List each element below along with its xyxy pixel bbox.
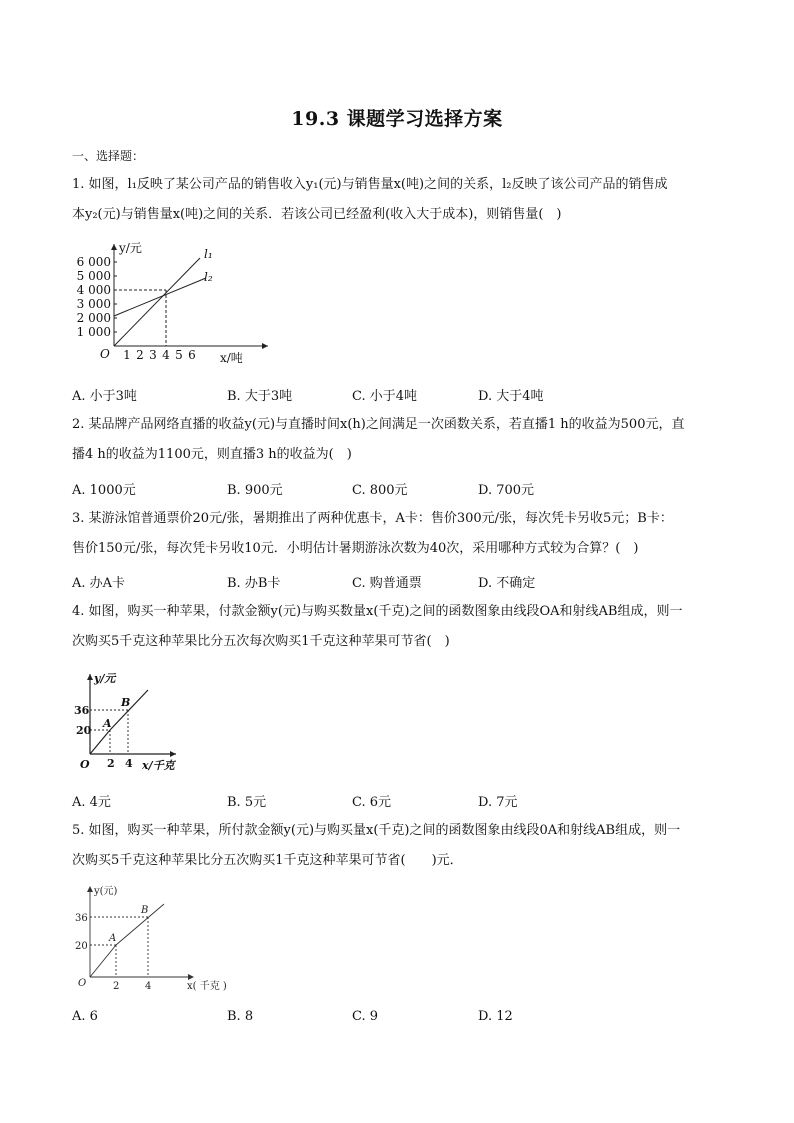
option-d[interactable]: D. 大于4吨 [478, 389, 544, 404]
question-3-options [72, 572, 732, 591]
question-5-graph [70, 882, 240, 997]
y-tick-label: 1 000 [76, 325, 111, 339]
question-3-text-line-2: 售价150元/张，每次凭卡另收10元．小明估计暑期游泳次数为40次，采用哪种方式较为合算？( ) [72, 541, 639, 556]
line-l1-label: l₁ [204, 247, 213, 261]
question-3-text-line-1: 3. 某游泳馆普通票价20元/张，暑期推出了两种优惠卡，A卡：售价300元/张，每次凭卡另收5元；B卡： [72, 511, 673, 526]
point-a-label: A [103, 717, 112, 730]
question-1-text-line-1: 1. 如图，l₁反映了某公司产品的销售收入y₁(元)与销售量x(吨)之间的关系，l₂反映了该公司产品的销售成 [72, 177, 668, 192]
x-tick-label: 4 [145, 981, 152, 992]
line-l1 [114, 258, 200, 346]
segment-oa [90, 945, 116, 977]
x-tick-label: 6 [188, 348, 196, 362]
y-axis-label: y/元 [119, 241, 142, 255]
question-2-text-line-2: 播4 h的收益为1100元，则直播3 h的收益为( ) [72, 447, 352, 462]
point-b-label: B [141, 905, 149, 916]
option-a[interactable]: A. 1000元 [72, 483, 136, 498]
option-d[interactable]: D. 12 [478, 1009, 513, 1024]
x-tick-label: 2 [113, 981, 120, 992]
x-tick-label: 5 [175, 348, 183, 362]
option-a[interactable]: A. 小于3吨 [72, 389, 137, 404]
y-tick-label: 5 000 [76, 269, 111, 283]
y-tick-label: 3 000 [76, 297, 111, 311]
y-tick-label: 36 [75, 913, 88, 924]
segment-oa [90, 730, 110, 754]
option-d[interactable]: D. 700元 [478, 483, 535, 498]
y-tick-label: 6 000 [76, 255, 111, 269]
option-a[interactable]: A. 4元 [72, 795, 111, 810]
x-axis-label: x/千克 [142, 759, 175, 772]
page-title: 19.3 课题学习选择方案 [291, 108, 503, 130]
question-5-text-line-2: 次购买5千克这种苹果比分五次购买1千克这种苹果可节省( )元． [72, 853, 463, 868]
y-tick-label: 36 [74, 704, 90, 717]
option-b[interactable]: B. 5元 [227, 795, 267, 810]
line-l2-label: l₂ [204, 270, 213, 284]
option-a[interactable]: A. 6 [72, 1009, 98, 1024]
question-1-graph [70, 238, 280, 370]
option-b[interactable]: B. 大于3吨 [227, 389, 293, 404]
option-c[interactable]: C. 9 [352, 1009, 379, 1024]
x-tick-label: 2 [107, 757, 115, 770]
ray-ab [116, 904, 164, 945]
y-axis-label: y(元) [94, 886, 118, 897]
x-tick-label: 4 [125, 757, 133, 770]
option-c[interactable]: C. 小于4吨 [352, 389, 418, 404]
option-a[interactable]: A. 办A卡 [72, 576, 126, 591]
question-5-text-line-1: 5. 如图，购买一种苹果，所付款金额y(元)与购买量x(千克)之间的函数图象由线段0A和射线AB组成，则一 [72, 823, 681, 838]
option-d[interactable]: D. 不确定 [478, 576, 536, 591]
x-tick-label: 4 [162, 348, 170, 362]
section-heading: 一、选择题： [72, 149, 145, 163]
question-5-options [72, 1009, 732, 1025]
question-1-text-line-2: 本y₂(元)与销售量x(吨)之间的关系．若该公司已经盈利(收入大于成本)，则销售量( ) [72, 207, 562, 222]
option-d[interactable]: D. 7元 [478, 795, 518, 810]
y-tick-label: 4 000 [76, 283, 111, 297]
point-b-label: B [121, 696, 131, 709]
x-tick-label: 2 [136, 348, 144, 362]
x-axis-label: x( 千克 ) [187, 981, 227, 992]
point-a-label: A [109, 933, 117, 944]
option-c[interactable]: C. 800元 [352, 483, 408, 498]
origin-label: O [78, 978, 87, 989]
option-b[interactable]: B. 8 [227, 1009, 254, 1024]
question-1-options [72, 385, 732, 404]
question-4-text-line-2: 次购买5千克这种苹果比分五次每次购买1千克这种苹果可节省( ) [72, 634, 450, 649]
y-axis-label: y/元 [94, 672, 116, 685]
origin-label: O [80, 758, 90, 771]
x-tick-label: 1 [123, 348, 131, 362]
y-tick-label: 20 [76, 724, 92, 737]
x-axis-label: x/吨 [220, 351, 243, 365]
question-4-options [72, 791, 732, 810]
line-l2 [114, 278, 206, 316]
y-tick-label: 20 [75, 941, 88, 952]
question-2-options [72, 479, 732, 498]
option-b[interactable]: B. 办B卡 [227, 576, 281, 591]
y-tick-label: 2 000 [76, 311, 111, 325]
option-c[interactable]: C. 6元 [352, 795, 392, 810]
question-4-text-line-1: 4. 如图，购买一种苹果，付款金额y(元)与购买数量x(千克)之间的函数图象由线段OA和射线AB组成，则一 [72, 604, 683, 619]
x-tick-label: 3 [149, 348, 157, 362]
origin-label: O [100, 347, 110, 361]
question-4-graph [72, 668, 184, 776]
option-c[interactable]: C. 购普通票 [352, 576, 422, 591]
option-b[interactable]: B. 900元 [227, 483, 283, 498]
question-2-text-line-1: 2. 某品牌产品网络直播的收益y(元)与直播时间x(h)之间满足一次函数关系，若直播1 h的收益为500元，直 [72, 417, 685, 432]
